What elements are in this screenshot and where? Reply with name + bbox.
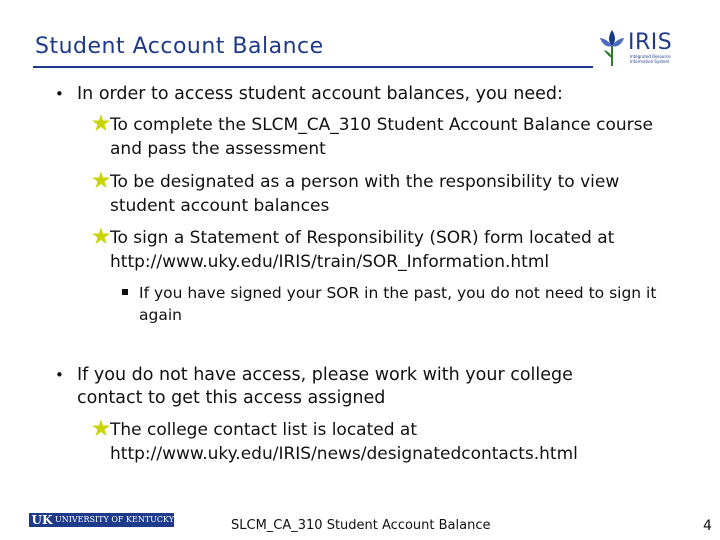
star-bullet-icon xyxy=(92,114,110,132)
subbullet-text: To sign a Statement of Responsibility (SOR) form located at http://www.uky.edu/IRIS/train/SOR_Information.html xyxy=(110,228,615,272)
iris-wordmark: IRIS xyxy=(628,30,673,55)
iris-subtitle: Integrated Resource Information System xyxy=(630,54,671,64)
subbullet-text: To complete the SLCM_CA_310 Student Account Balance course and pass the assessment xyxy=(110,115,653,159)
star-bullet-icon xyxy=(92,171,110,189)
star-bullet-icon xyxy=(92,419,110,437)
bullet-text: In order to access student account balances, you need: xyxy=(77,84,563,104)
subbullet-text: To be designated as a person with the responsibility to view student account balances xyxy=(110,172,620,216)
title-underline xyxy=(33,66,593,68)
bullet-text: If you do not have access, please work with your college contact to get this access assigned xyxy=(77,365,573,408)
star-bullet-icon xyxy=(92,227,110,245)
iris-flower-icon xyxy=(598,28,626,68)
uk-footer-logo xyxy=(29,513,174,527)
subbullet-text: The college contact list is located at http://www.uky.edu/IRIS/news/designatedcontacts.html xyxy=(110,420,578,464)
bullet-dot-icon: • xyxy=(55,85,64,103)
slide-title: Student Account Balance xyxy=(35,34,324,59)
bullet-dot-icon: • xyxy=(55,366,64,384)
uk-wordmark: UNIVERSITY OF KENTUCKY xyxy=(55,513,174,527)
uk-monogram: UK xyxy=(29,513,55,527)
footer-course-title: SLCM_CA_310 Student Account Balance xyxy=(231,518,491,533)
iris-logo xyxy=(598,24,678,72)
square-bullet-icon xyxy=(122,289,128,295)
page-number: 4 xyxy=(703,518,712,534)
subsubbullet-text: If you have signed your SOR in the past, you do not need to sign it again xyxy=(139,284,657,324)
